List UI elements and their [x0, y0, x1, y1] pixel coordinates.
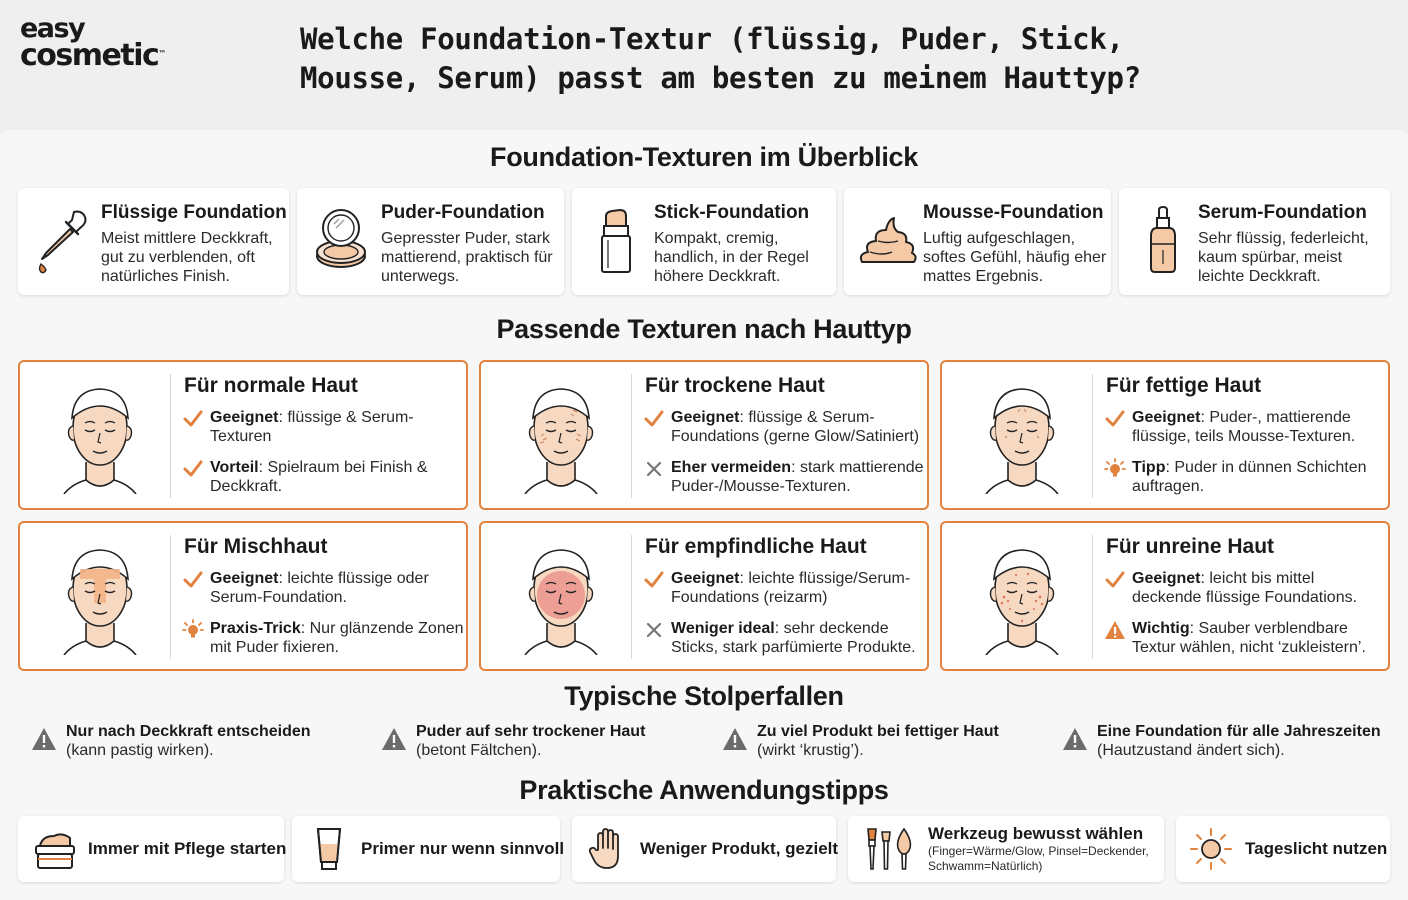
warning-icon	[30, 726, 58, 752]
skin-row-less-ideal: Weniger ideal: sehr deckende Sticks, stark parfümierte Produkte.	[643, 619, 925, 657]
skin-type-title: Für Mischhaut	[184, 535, 328, 558]
skin-row-suitable: Geeignet: leichte flüssige oder Serum-Foundation.	[182, 569, 464, 607]
dropper-icon	[30, 206, 94, 276]
texture-description: Sehr flüssig, federleicht, kaum spürbar, meist leichte Deckkraft.	[1198, 230, 1369, 285]
skin-card-normal	[18, 360, 468, 510]
sun-icon	[1188, 826, 1234, 872]
skin-type-title: Für trockene Haut	[645, 374, 825, 397]
infographic-content	[0, 130, 1408, 900]
page-title: Welche Foundation-Textur (flüssig, Puder, Stick, Mousse, Serum) passt am besten zu meinem Hauttyp?	[300, 22, 1141, 95]
tip-card: Immer mit Pflege starten	[18, 816, 284, 882]
section-title-skin-types: Passende Texturen nach Hauttyp	[496, 314, 912, 344]
texture-description: Gepresster Puder, stark mattierend, praktisch für unterwegs.	[381, 230, 553, 285]
section-title-tips: Praktische Anwendungstipps	[519, 775, 889, 805]
stick-icon	[584, 206, 648, 276]
texture-card-stick	[572, 188, 836, 295]
cross-icon	[643, 619, 665, 641]
skin-row-tip: Tipp: Puder in dünnen Schichten auftragen.	[1104, 458, 1386, 496]
skin-row-suitable: Geeignet: flüssige & Serum-Foundations (gerne Glow/Satiniert)	[643, 408, 925, 446]
hand-icon	[584, 826, 630, 872]
texture-title: Mousse-Foundation	[923, 202, 1104, 223]
tip-card: Primer nur wenn sinnvoll	[292, 816, 560, 882]
texture-title: Serum-Foundation	[1198, 202, 1367, 223]
skin-row-advantage: Vorteil: Spielraum bei Finish & Deckkraft.	[182, 458, 464, 496]
cross-icon	[643, 458, 665, 480]
skin-row-important: Wichtig: Sauber verblendbare Textur wählen, nicht ‘zukleistern’.	[1104, 619, 1386, 657]
pitfall-item: Puder auf sehr trockener Haut (betont Fältchen).	[380, 722, 710, 766]
face-combination-icon	[50, 537, 150, 655]
serum-bottle-icon	[1131, 206, 1195, 276]
skin-card-sensitive	[479, 521, 929, 671]
check-icon	[182, 458, 204, 480]
cream-jar-icon	[32, 826, 78, 872]
skin-type-title: Für fettige Haut	[1106, 374, 1262, 397]
warning-icon	[1061, 726, 1089, 752]
texture-card-powder	[297, 188, 564, 295]
warning-icon	[380, 726, 408, 752]
texture-title: Stick-Foundation	[654, 202, 810, 223]
texture-description: Meist mittlere Deckkraft, gut zu verblenden, oft natürliches Finish.	[101, 230, 273, 285]
skin-type-title: Für unreine Haut	[1106, 535, 1275, 558]
tip-card: Tageslicht nutzen	[1176, 816, 1390, 882]
skin-row-suitable: Geeignet: flüssige & Serum-Texturen	[182, 408, 464, 446]
tools-icon	[860, 826, 916, 872]
texture-card-liquid	[18, 188, 289, 295]
texture-card-serum	[1119, 188, 1390, 295]
face-blemished-icon	[972, 537, 1072, 655]
skin-row-suitable: Geeignet: leicht bis mittel deckende flüssige Foundations.	[1104, 569, 1386, 607]
skin-row-suitable: Geeignet: leichte flüssige/Serum-Foundations (reizarm)	[643, 569, 925, 607]
texture-title: Flüssige Foundation	[101, 202, 287, 223]
pitfall-item: Zu viel Produkt bei fettiger Haut (wirkt ‘krustig’).	[721, 722, 1051, 766]
check-icon	[643, 569, 665, 591]
check-icon	[1104, 408, 1126, 430]
warning-icon	[1104, 619, 1126, 641]
skin-type-title: Für normale Haut	[184, 374, 358, 397]
face-sensitive-icon	[511, 537, 611, 655]
page-header	[0, 0, 1408, 128]
tip-card: Werkzeug bewusst wählen (Finger=Wärme/Glow, Pinsel=Deckender, Schwamm=Natürlich)	[848, 816, 1164, 882]
section-title-textures: Foundation-Texturen im Überblick	[490, 142, 918, 172]
texture-card-mousse	[844, 188, 1111, 295]
face-normal-icon	[50, 376, 150, 494]
face-oily-icon	[972, 376, 1072, 494]
texture-title: Puder-Foundation	[381, 202, 545, 223]
skin-card-dry	[479, 360, 929, 510]
texture-description: Luftig aufgeschlagen, softes Gefühl, häufig eher mattes Ergebnis.	[923, 230, 1107, 285]
primer-tube-icon	[306, 826, 352, 872]
skin-card-blemished	[940, 521, 1390, 671]
skin-row-avoid: Eher vermeiden: stark mattierende Puder-/Mousse-Texturen.	[643, 458, 925, 496]
tip-card: Weniger Produkt, gezielt	[572, 816, 836, 882]
face-dry-icon	[511, 376, 611, 494]
skin-row-trick: Praxis-Trick: Nur glänzende Zonen mit Puder fixieren.	[182, 619, 464, 657]
texture-description: Kompakt, cremig, handlich, in der Regel höhere Deckkraft.	[654, 230, 809, 285]
bulb-icon	[182, 619, 204, 641]
check-icon	[1104, 569, 1126, 591]
pitfall-item: Nur nach Deckkraft entscheiden (kann pastig wirken).	[30, 722, 360, 766]
skin-row-suitable: Geeignet: Puder-, mattierende flüssige, teils Mousse-Texturen.	[1104, 408, 1386, 446]
section-title-pitfalls: Typische Stolperfallen	[564, 681, 844, 711]
compact-icon	[309, 206, 373, 276]
bulb-icon	[1104, 458, 1126, 480]
brand-logo[interactable]: easy cosmetic™	[20, 13, 167, 73]
warning-icon	[721, 726, 749, 752]
check-icon	[643, 408, 665, 430]
skin-card-oily	[940, 360, 1390, 510]
check-icon	[182, 569, 204, 591]
pitfall-item: Eine Foundation für alle Jahreszeiten (Hautzustand ändert sich).	[1061, 722, 1391, 766]
skin-type-title: Für empfindliche Haut	[645, 535, 867, 558]
skin-card-combination	[18, 521, 468, 671]
mousse-icon	[856, 206, 920, 276]
check-icon	[182, 408, 204, 430]
